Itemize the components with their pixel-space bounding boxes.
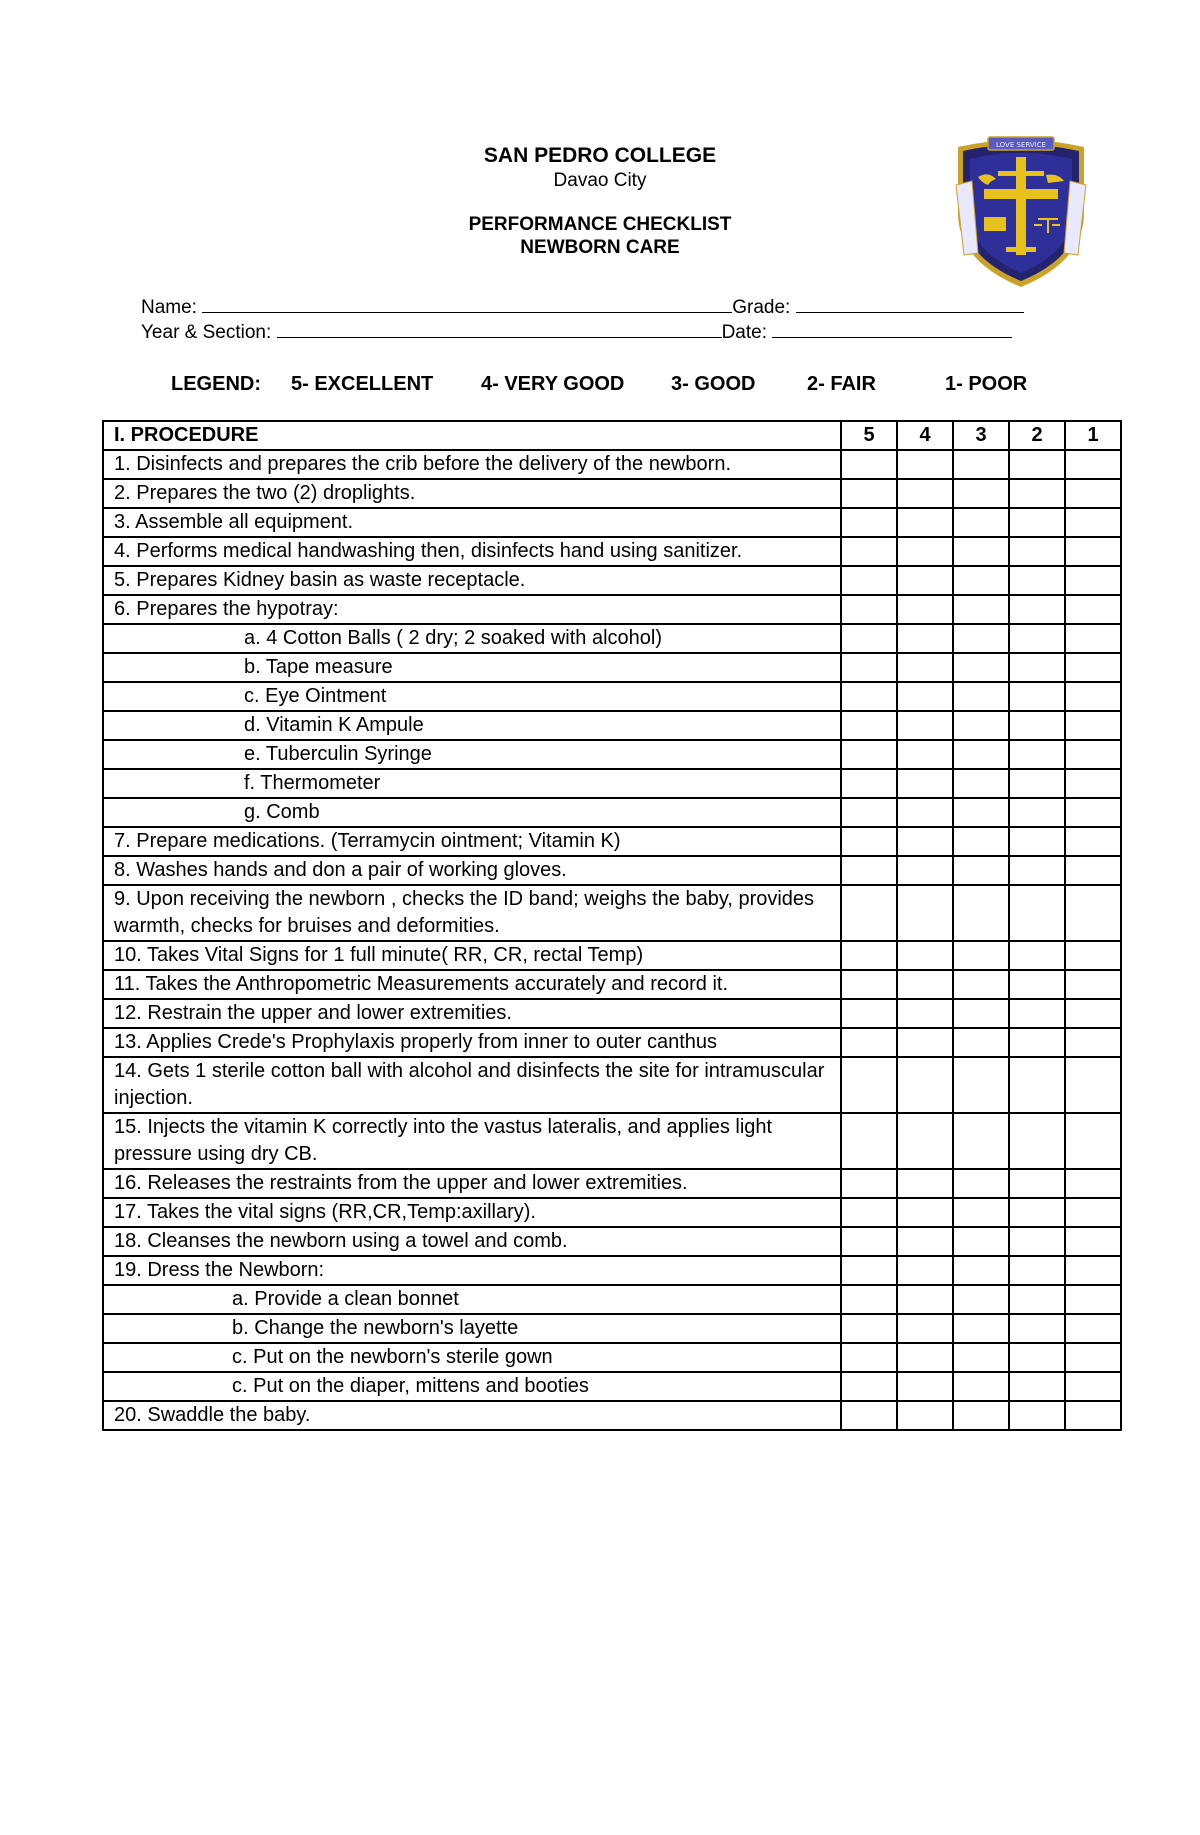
score-cell-5[interactable] (841, 479, 897, 508)
section-date-line (141, 319, 1061, 345)
score-header-5: 5 (841, 421, 897, 450)
table-row (103, 682, 1121, 711)
procedure-step: 16. Releases the restraints from the upper and lower extremities. (103, 1169, 841, 1198)
score-cell-4[interactable] (897, 624, 953, 653)
table-row (103, 537, 1121, 566)
score-cell-2[interactable] (1009, 1057, 1065, 1113)
score-cell-3[interactable] (953, 682, 1009, 711)
score-cell-4[interactable] (897, 856, 953, 885)
score-cell-5[interactable] (841, 856, 897, 885)
grade-label: Grade: (732, 297, 791, 318)
score-cell-5[interactable] (841, 1343, 897, 1372)
year-section-field[interactable] (277, 319, 722, 338)
score-cell-3[interactable] (953, 970, 1009, 999)
score-cell-1[interactable] (1065, 566, 1121, 595)
procedure-step: c. Put on the newborn's sterile gown (103, 1343, 841, 1372)
score-cell-4[interactable] (897, 885, 953, 941)
score-cell-5[interactable] (841, 740, 897, 769)
score-cell-4[interactable] (897, 537, 953, 566)
name-label: Name: (141, 297, 197, 318)
table-row (103, 769, 1121, 798)
score-cell-1[interactable] (1065, 1227, 1121, 1256)
score-cell-1[interactable] (1065, 999, 1121, 1028)
score-cell-3[interactable] (953, 1113, 1009, 1169)
table-row (103, 1057, 1121, 1113)
score-cell-1[interactable] (1065, 1285, 1121, 1314)
score-cell-2[interactable] (1009, 1113, 1065, 1169)
score-cell-1[interactable] (1065, 769, 1121, 798)
score-cell-4[interactable] (897, 711, 953, 740)
score-cell-4[interactable] (897, 1314, 953, 1343)
name-field[interactable] (202, 294, 732, 313)
score-cell-4[interactable] (897, 566, 953, 595)
score-cell-5[interactable] (841, 711, 897, 740)
score-cell-4[interactable] (897, 1372, 953, 1401)
score-cell-5[interactable] (841, 798, 897, 827)
score-cell-4[interactable] (897, 941, 953, 970)
college-city: Davao City (553, 170, 647, 191)
score-cell-2[interactable] (1009, 508, 1065, 537)
procedure-checklist-table (102, 420, 1122, 1431)
svg-text:LOVE SERVICE: LOVE SERVICE (996, 141, 1046, 149)
score-cell-5[interactable] (841, 1285, 897, 1314)
score-cell-2[interactable] (1009, 566, 1065, 595)
score-cell-1[interactable] (1065, 885, 1121, 941)
score-cell-5[interactable] (841, 566, 897, 595)
score-cell-3[interactable] (953, 653, 1009, 682)
table-row (103, 479, 1121, 508)
score-cell-3[interactable] (953, 1343, 1009, 1372)
score-cell-4[interactable] (897, 970, 953, 999)
procedure-step: a. 4 Cotton Balls ( 2 dry; 2 soaked with alcohol) (103, 624, 841, 653)
score-cell-4[interactable] (897, 450, 953, 479)
score-cell-2[interactable] (1009, 941, 1065, 970)
score-cell-2[interactable] (1009, 1227, 1065, 1256)
score-header-1: 1 (1065, 421, 1121, 450)
table-row (103, 508, 1121, 537)
procedure-step: f. Thermometer (103, 769, 841, 798)
table-row (103, 711, 1121, 740)
score-cell-3[interactable] (953, 479, 1009, 508)
score-cell-1[interactable] (1065, 653, 1121, 682)
score-cell-1[interactable] (1065, 1028, 1121, 1057)
procedure-step: 18. Cleanses the newborn using a towel and comb. (103, 1227, 841, 1256)
score-cell-5[interactable] (841, 595, 897, 624)
procedure-step: 13. Applies Crede's Prophylaxis properly from inner to outer canthus (103, 1028, 841, 1057)
score-cell-2[interactable] (1009, 740, 1065, 769)
score-cell-3[interactable] (953, 1028, 1009, 1057)
score-cell-3[interactable] (953, 711, 1009, 740)
table-row (103, 1314, 1121, 1343)
score-cell-1[interactable] (1065, 856, 1121, 885)
score-cell-5[interactable] (841, 1256, 897, 1285)
score-cell-3[interactable] (953, 595, 1009, 624)
score-cell-5[interactable] (841, 450, 897, 479)
score-cell-3[interactable] (953, 856, 1009, 885)
procedure-step: c. Put on the diaper, mittens and booties (103, 1372, 841, 1401)
table-row (103, 856, 1121, 885)
procedure-step: 12. Restrain the upper and lower extremities. (103, 999, 841, 1028)
legend-item-5: 5- EXCELLENT (291, 373, 434, 395)
procedure-step: 5. Prepares Kidney basin as waste receptacle. (103, 566, 841, 595)
table-row (103, 970, 1121, 999)
score-cell-1[interactable] (1065, 941, 1121, 970)
score-cell-2[interactable] (1009, 450, 1065, 479)
score-cell-2[interactable] (1009, 1285, 1065, 1314)
score-cell-2[interactable] (1009, 1256, 1065, 1285)
procedure-step: a. Provide a clean bonnet (103, 1285, 841, 1314)
score-cell-3[interactable] (953, 941, 1009, 970)
score-cell-5[interactable] (841, 537, 897, 566)
date-label: Date: (721, 322, 767, 343)
score-cell-5[interactable] (841, 1057, 897, 1113)
score-cell-1[interactable] (1065, 682, 1121, 711)
score-cell-3[interactable] (953, 537, 1009, 566)
score-cell-4[interactable] (897, 1256, 953, 1285)
score-cell-3[interactable] (953, 1372, 1009, 1401)
score-cell-5[interactable] (841, 1227, 897, 1256)
table-row (103, 566, 1121, 595)
score-cell-4[interactable] (897, 827, 953, 856)
college-seal-logo (948, 133, 1094, 289)
score-cell-1[interactable] (1065, 537, 1121, 566)
score-cell-4[interactable] (897, 999, 953, 1028)
procedure-step: 2. Prepares the two (2) droplights. (103, 479, 841, 508)
table-row (103, 595, 1121, 624)
score-cell-2[interactable] (1009, 827, 1065, 856)
score-cell-3[interactable] (953, 1256, 1009, 1285)
grade-field[interactable] (796, 294, 1024, 313)
procedure-step: 4. Performs medical handwashing then, disinfects hand using sanitizer. (103, 537, 841, 566)
score-cell-5[interactable] (841, 885, 897, 941)
procedure-step: b. Tape measure (103, 653, 841, 682)
score-cell-4[interactable] (897, 1285, 953, 1314)
score-cell-3[interactable] (953, 740, 1009, 769)
score-cell-5[interactable] (841, 508, 897, 537)
score-cell-1[interactable] (1065, 595, 1121, 624)
procedure-step: e. Tuberculin Syringe (103, 740, 841, 769)
score-cell-2[interactable] (1009, 1343, 1065, 1372)
table-row (103, 1169, 1121, 1198)
score-header-3: 3 (953, 421, 1009, 450)
procedure-step: 11. Takes the Anthropometric Measurements accurately and record it. (103, 970, 841, 999)
score-cell-2[interactable] (1009, 595, 1065, 624)
score-cell-4[interactable] (897, 653, 953, 682)
score-cell-4[interactable] (897, 1057, 953, 1113)
score-cell-4[interactable] (897, 1113, 953, 1169)
score-cell-3[interactable] (953, 1314, 1009, 1343)
score-cell-2[interactable] (1009, 798, 1065, 827)
score-cell-5[interactable] (841, 624, 897, 653)
score-cell-4[interactable] (897, 1028, 953, 1057)
procedure-step: 1. Disinfects and prepares the crib before the delivery of the newborn. (103, 450, 841, 479)
score-cell-5[interactable] (841, 1372, 897, 1401)
procedure-step: 14. Gets 1 sterile cotton ball with alcohol and disinfects the site for intramuscular injection. (103, 1057, 841, 1113)
score-cell-1[interactable] (1065, 1169, 1121, 1198)
score-cell-5[interactable] (841, 682, 897, 711)
table-row (103, 1227, 1121, 1256)
score-cell-4[interactable] (897, 1401, 953, 1430)
table-row (103, 798, 1121, 827)
score-cell-2[interactable] (1009, 856, 1065, 885)
score-cell-1[interactable] (1065, 1401, 1121, 1430)
procedure-header: I. PROCEDURE (103, 421, 841, 450)
score-cell-1[interactable] (1065, 1343, 1121, 1372)
table-row (103, 1028, 1121, 1057)
legend-item-2: 2- FAIR (807, 373, 876, 395)
score-cell-2[interactable] (1009, 624, 1065, 653)
score-cell-3[interactable] (953, 1401, 1009, 1430)
score-cell-5[interactable] (841, 970, 897, 999)
score-cell-2[interactable] (1009, 769, 1065, 798)
score-cell-4[interactable] (897, 1198, 953, 1227)
score-cell-5[interactable] (841, 1314, 897, 1343)
procedure-step: 20. Swaddle the baby. (103, 1401, 841, 1430)
score-cell-1[interactable] (1065, 1314, 1121, 1343)
legend-item-4: 4- VERY GOOD (481, 373, 625, 395)
score-cell-4[interactable] (897, 1169, 953, 1198)
score-cell-3[interactable] (953, 624, 1009, 653)
score-cell-2[interactable] (1009, 999, 1065, 1028)
score-cell-4[interactable] (897, 1343, 953, 1372)
procedure-step: 9. Upon receiving the newborn , checks the ID band; weighs the baby, provides warmth, checks for bruises and deformities. (103, 885, 841, 941)
procedure-step: 7. Prepare medications. (Terramycin ointment; Vitamin K) (103, 827, 841, 856)
score-cell-1[interactable] (1065, 1113, 1121, 1169)
score-cell-5[interactable] (841, 999, 897, 1028)
table-row (103, 450, 1121, 479)
score-cell-4[interactable] (897, 682, 953, 711)
procedure-step: 6. Prepares the hypotray: (103, 595, 841, 624)
checklist-subtitle: NEWBORN CARE (520, 237, 680, 258)
score-cell-1[interactable] (1065, 1057, 1121, 1113)
score-header-4: 4 (897, 421, 953, 450)
score-cell-3[interactable] (953, 827, 1009, 856)
procedure-step: 17. Takes the vital signs (RR,CR,Temp:axillary). (103, 1198, 841, 1227)
table-row (103, 941, 1121, 970)
score-cell-3[interactable] (953, 1057, 1009, 1113)
score-cell-2[interactable] (1009, 1314, 1065, 1343)
legend-item-1: 1- POOR (945, 373, 1028, 395)
table-row (103, 1285, 1121, 1314)
score-cell-5[interactable] (841, 827, 897, 856)
score-cell-2[interactable] (1009, 970, 1065, 999)
score-cell-1[interactable] (1065, 1372, 1121, 1401)
score-cell-3[interactable] (953, 798, 1009, 827)
college-name: SAN PEDRO COLLEGE (483, 144, 717, 167)
legend-label: LEGEND: (171, 373, 261, 395)
score-cell-2[interactable] (1009, 682, 1065, 711)
score-header-2: 2 (1009, 421, 1065, 450)
procedure-step: d. Vitamin K Ampule (103, 711, 841, 740)
score-cell-2[interactable] (1009, 1401, 1065, 1430)
score-cell-3[interactable] (953, 508, 1009, 537)
score-cell-2[interactable] (1009, 1372, 1065, 1401)
table-row (103, 885, 1121, 941)
score-cell-1[interactable] (1065, 479, 1121, 508)
score-cell-3[interactable] (953, 1169, 1009, 1198)
procedure-step: 15. Injects the vitamin K correctly into the vastus lateralis, and applies light pressure using dry CB. (103, 1113, 841, 1169)
score-cell-2[interactable] (1009, 1198, 1065, 1227)
score-cell-3[interactable] (953, 999, 1009, 1028)
score-cell-4[interactable] (897, 479, 953, 508)
score-cell-5[interactable] (841, 1113, 897, 1169)
procedure-step: g. Comb (103, 798, 841, 827)
procedure-step: b. Change the newborn's layette (103, 1314, 841, 1343)
checklist-title: PERFORMANCE CHECKLIST (468, 214, 732, 235)
name-grade-line (141, 294, 1061, 320)
score-cell-2[interactable] (1009, 1169, 1065, 1198)
score-cell-1[interactable] (1065, 711, 1121, 740)
score-cell-1[interactable] (1065, 970, 1121, 999)
score-cell-4[interactable] (897, 508, 953, 537)
score-cell-2[interactable] (1009, 653, 1065, 682)
score-cell-1[interactable] (1065, 508, 1121, 537)
procedure-step: 3. Assemble all equipment. (103, 508, 841, 537)
score-cell-1[interactable] (1065, 798, 1121, 827)
score-cell-2[interactable] (1009, 711, 1065, 740)
score-cell-4[interactable] (897, 595, 953, 624)
table-row (103, 1401, 1121, 1430)
score-cell-1[interactable] (1065, 1198, 1121, 1227)
score-cell-3[interactable] (953, 1227, 1009, 1256)
score-cell-1[interactable] (1065, 450, 1121, 479)
table-row (103, 624, 1121, 653)
procedure-step: 10. Takes Vital Signs for 1 full minute( RR, CR, rectal Temp) (103, 941, 841, 970)
score-cell-4[interactable] (897, 1227, 953, 1256)
score-cell-3[interactable] (953, 1198, 1009, 1227)
score-cell-2[interactable] (1009, 479, 1065, 508)
score-cell-4[interactable] (897, 769, 953, 798)
procedure-step: 8. Washes hands and don a pair of working gloves. (103, 856, 841, 885)
score-cell-5[interactable] (841, 1198, 897, 1227)
score-cell-3[interactable] (953, 769, 1009, 798)
score-cell-3[interactable] (953, 450, 1009, 479)
table-row (103, 1198, 1121, 1227)
score-cell-5[interactable] (841, 769, 897, 798)
table-row (103, 827, 1121, 856)
table-header-row (103, 421, 1121, 450)
score-cell-4[interactable] (897, 798, 953, 827)
score-cell-1[interactable] (1065, 624, 1121, 653)
table-row (103, 1343, 1121, 1372)
score-cell-2[interactable] (1009, 537, 1065, 566)
score-cell-3[interactable] (953, 885, 1009, 941)
table-row (103, 653, 1121, 682)
table-row (103, 1256, 1121, 1285)
legend-item-3: 3- GOOD (671, 373, 756, 395)
table-row (103, 1372, 1121, 1401)
score-cell-5[interactable] (841, 1028, 897, 1057)
score-cell-5[interactable] (841, 653, 897, 682)
year-section-label: Year & Section: (141, 322, 272, 343)
procedure-step: 19. Dress the Newborn: (103, 1256, 841, 1285)
legend (171, 372, 1027, 396)
score-cell-5[interactable] (841, 941, 897, 970)
table-row (103, 740, 1121, 769)
score-cell-2[interactable] (1009, 1028, 1065, 1057)
date-field[interactable] (772, 319, 1012, 338)
score-cell-4[interactable] (897, 740, 953, 769)
score-cell-5[interactable] (841, 1169, 897, 1198)
score-cell-5[interactable] (841, 1401, 897, 1430)
procedure-step: c. Eye Ointment (103, 682, 841, 711)
score-cell-3[interactable] (953, 1285, 1009, 1314)
score-cell-1[interactable] (1065, 1256, 1121, 1285)
score-cell-3[interactable] (953, 566, 1009, 595)
score-cell-1[interactable] (1065, 827, 1121, 856)
score-cell-1[interactable] (1065, 740, 1121, 769)
table-row (103, 999, 1121, 1028)
table-row (103, 1113, 1121, 1169)
score-cell-2[interactable] (1009, 885, 1065, 941)
